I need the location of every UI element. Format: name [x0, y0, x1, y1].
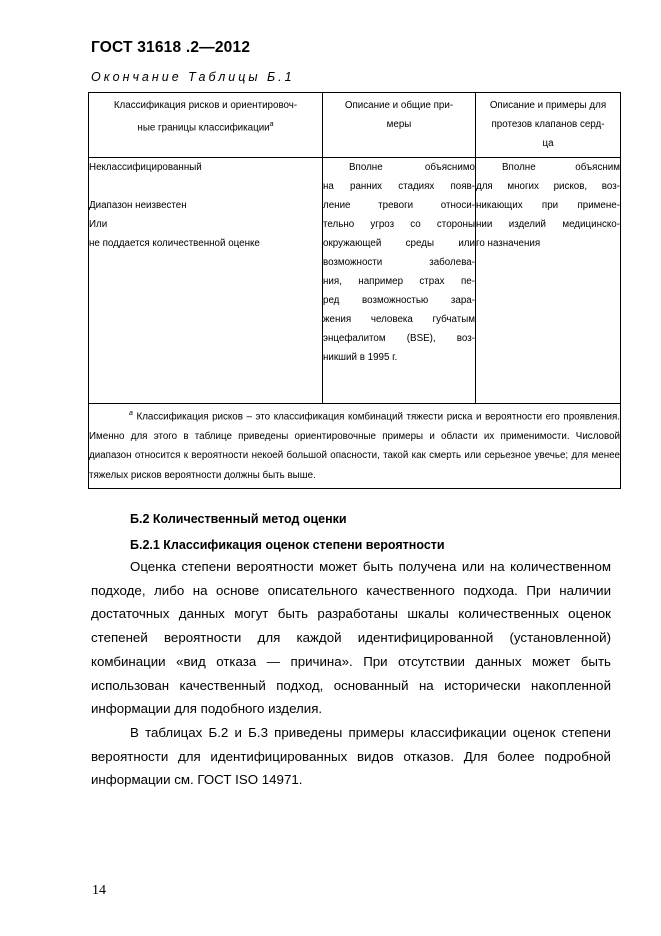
classification-cell: Неклассифицированный Диапазон неизвестен Или не поддается количественной оценке	[89, 158, 323, 404]
table-footnote	[89, 404, 621, 489]
column-header-valve-examples: Описание и примеры для протезов клапанов серд- ца	[476, 93, 621, 158]
table-caption: Окончание Таблицы Б.1	[91, 70, 295, 84]
column-header-classification: Классификация рисков и ориентировоч- ные границы классификации$^a$	[89, 93, 323, 158]
document-title: ГОСТ 31618 .2—2012	[91, 39, 251, 56]
page-number: 14	[92, 883, 106, 898]
column-header-description: Описание и общие при- меры	[323, 93, 476, 158]
footnote-marker: a	[269, 121, 274, 128]
description-cell: Вполне объяснимо на ранних стадиях появ- ление тревоги относи- тельно угроз со стороны окружающей среды или возможности заболева- ния, например страх пе- ред возможностью зара- жения человека губчатым энцефалитом (BSE), воз- никший в 1995 г.	[323, 158, 476, 404]
footnote-marker: a	[129, 410, 133, 417]
paragraph: В таблицах Б.2 и Б.3 приведены примеры классификации оценок степени вероятности для идентифицированных видов отказов. Для более подробной информации см. ГОСТ ISO 14971.	[91, 725, 611, 788]
table-footnote-row	[89, 404, 621, 489]
table-row	[89, 158, 621, 404]
valve-examples-cell: Вполне объясним для многих рисков, воз- никающих при примене- нии изделий медицинско- го назначения	[476, 158, 621, 404]
footnote-text: Классификация рисков – это классификация комбинаций тяжести риска и вероятности его проявления. Именно для этого в таблице приведены ориентировочные примеры и области их применимости. Числовой диапазон относится к вероятности некоей большой опасности, такой как смерть или серьезное увечье; для менее тяжелых рисков вероятности должны быть выше.	[89, 411, 620, 481]
paragraph: Оценка степени вероятности может быть получена или на количественном подходе, либо на основе описательного качественного подхода. При наличии достаточных данных могут быть разработаны шкалы количественных оценок степеней вероятности для каждой идентифицированной (установленной) комбинации «вид отказа — причина». При отсутствии данных может быть использован качественный подход, основанный на исторически накопленной информации для подобного изделия.	[91, 559, 611, 717]
classification-table	[88, 92, 621, 489]
section-heading: Б.2 Количественный метод оценки	[130, 512, 347, 526]
table-header-row	[89, 93, 621, 158]
subsection-heading: Б.2.1 Классификация оценок степени вероятности	[130, 538, 445, 552]
